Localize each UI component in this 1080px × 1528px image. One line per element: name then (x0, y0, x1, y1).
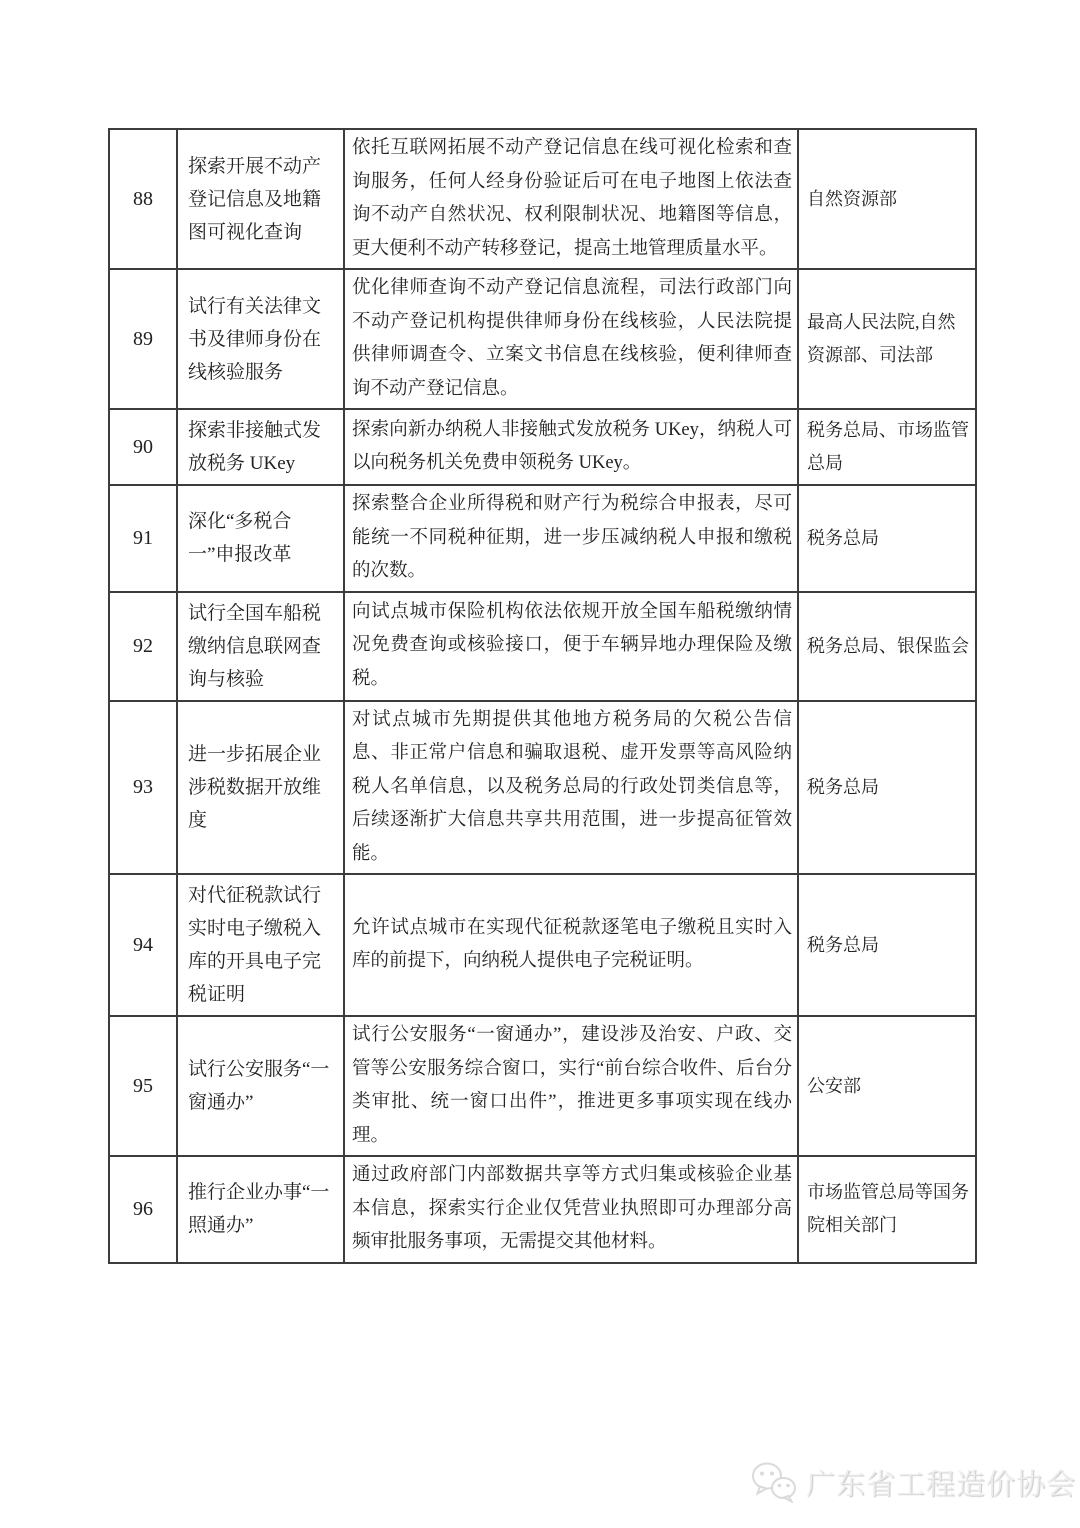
task-description: 探索整合企业所得税和财产行为税综合申报表，尽可能统一不同税种征期，进一步压减纳税人申报和缴税的次数。 (344, 485, 798, 592)
task-name: 进一步拓展企业涉税数据开放维度 (177, 701, 344, 875)
watermark-text: 广东省工程造价协会 (806, 1468, 1077, 1501)
row-number: 96 (109, 1156, 177, 1263)
task-description: 对试点城市先期提供其他地方税务局的欠税公告信息、非正常户信息和骗取退税、虚开发票等高风险纳税人名单信息，以及税务总局的行政处罚类信息等，后续逐渐扩大信息共享共用范围，进一步提高征管效能。 (344, 701, 798, 875)
watermark (750, 1458, 1076, 1506)
task-description: 通过政府部门内部数据共享等方式归集或核验企业基本信息，探索实行企业仅凭营业执照即可办理部分高频审批服务事项，无需提交其他材料。 (344, 1156, 798, 1263)
row-number: 88 (109, 129, 177, 269)
table-row (109, 485, 976, 592)
task-name: 推行企业办事“一照通办” (177, 1156, 344, 1263)
table-row (109, 874, 976, 1016)
table-row (109, 269, 976, 409)
responsible-department: 税务总局、银保监会 (798, 592, 976, 701)
task-name: 对代征税款试行实时电子缴税入库的开具电子完税证明 (177, 874, 344, 1016)
table-row (109, 592, 976, 701)
task-description: 依托互联网拓展不动产登记信息在线可视化检索和查询服务，任何人经身份验证后可在电子地图上依法查询不动产自然状况、权利限制状况、地籍图等信息，更大便利不动产转移登记，提高土地管理质量水平。 (344, 129, 798, 269)
table-row (109, 701, 976, 875)
responsible-department: 最高人民法院,自然资源部、司法部 (798, 269, 976, 409)
table-row (109, 409, 976, 485)
task-description: 优化律师查询不动产登记信息流程，司法行政部门向不动产登记机构提供律师身份在线核验，人民法院提供律师调查令、立案文书信息在线核验，便利律师查询不动产登记信息。 (344, 269, 798, 409)
row-number: 89 (109, 269, 177, 409)
task-name: 探索非接触式发放税务 UKey (177, 409, 344, 485)
row-number: 94 (109, 874, 177, 1016)
task-name: 试行全国车船税缴纳信息联网查询与核验 (177, 592, 344, 701)
responsible-department: 自然资源部 (798, 129, 976, 269)
responsible-department: 市场监管总局等国务院相关部门 (798, 1156, 976, 1263)
task-name: 试行有关法律文书及律师身份在线核验服务 (177, 269, 344, 409)
row-number: 91 (109, 485, 177, 592)
task-description: 向试点城市保险机构依法依规开放全国车船税缴纳情况免费查询或核验接口，便于车辆异地办理保险及缴税。 (344, 592, 798, 701)
row-number: 93 (109, 701, 177, 875)
task-name: 试行公安服务“一窗通办” (177, 1016, 344, 1156)
task-description: 试行公安服务“一窗通办”，建设涉及治安、户政、交管等公安服务综合窗口，实行“前台综合收件、后台分类审批、统一窗口出件”，推进更多事项实现在线办理。 (344, 1016, 798, 1156)
responsible-department: 税务总局、市场监管总局 (798, 409, 976, 485)
table-row (109, 1156, 976, 1263)
task-name: 探索开展不动产登记信息及地籍图可视化查询 (177, 129, 344, 269)
table-row (109, 1016, 976, 1156)
responsible-department: 公安部 (798, 1016, 976, 1156)
responsible-department: 税务总局 (798, 701, 976, 875)
task-name: 深化“多税合一”申报改革 (177, 485, 344, 592)
wechat-icon (750, 1461, 798, 1503)
task-table-body (109, 129, 976, 1263)
row-number: 92 (109, 592, 177, 701)
responsible-department: 税务总局 (798, 485, 976, 592)
task-description: 允许试点城市在实现代征税款逐笔电子缴税且实时入库的前提下，向纳税人提供电子完税证明。 (344, 874, 798, 1016)
table-row (109, 129, 976, 269)
responsible-department: 税务总局 (798, 874, 976, 1016)
reform-measures-table (108, 128, 977, 1264)
task-description: 探索向新办纳税人非接触式发放税务 UKey，纳税人可以向税务机关免费申领税务 UKey。 (344, 409, 798, 485)
row-number: 90 (109, 409, 177, 485)
row-number: 95 (109, 1016, 177, 1156)
